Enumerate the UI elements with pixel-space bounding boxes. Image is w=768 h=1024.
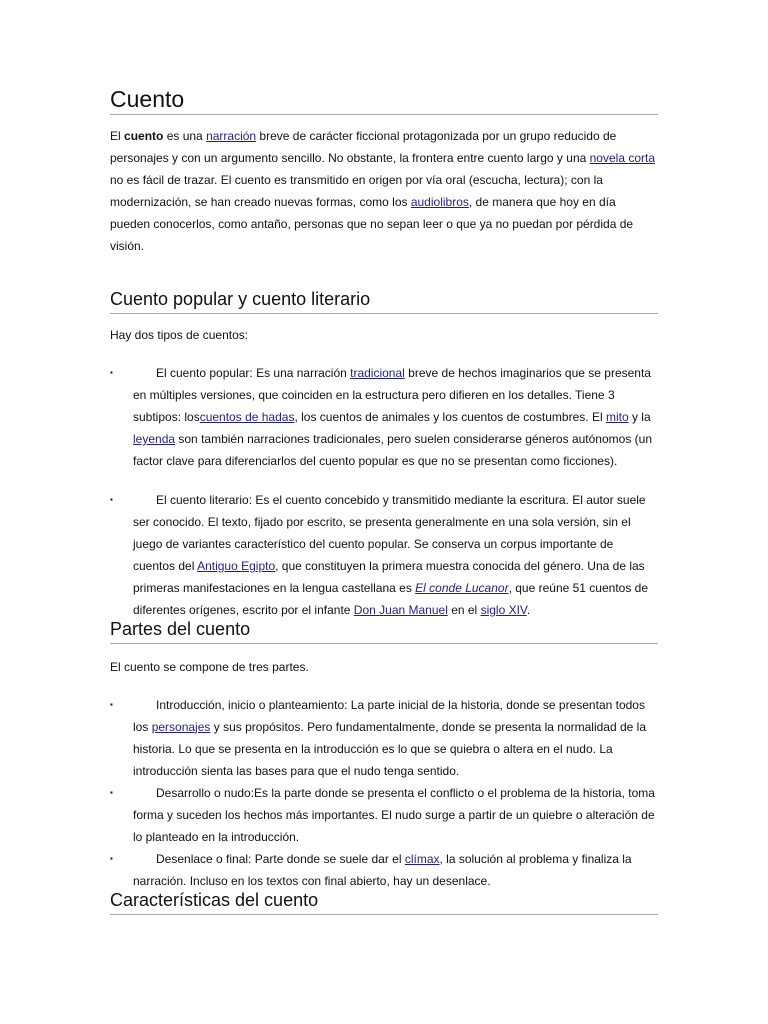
section-heading-popular-literario: Cuento popular y cuento literario bbox=[110, 289, 658, 314]
intro-paragraph bbox=[110, 125, 658, 257]
article-body bbox=[110, 0, 658, 915]
item-text: y la bbox=[628, 410, 651, 425]
intro-text: es una bbox=[163, 129, 207, 144]
list-item bbox=[110, 694, 658, 782]
link-audiolibros[interactable]: audiolibros bbox=[410, 195, 469, 210]
section-lead: Hay dos tipos de cuentos: bbox=[110, 328, 249, 343]
section-heading-partes: Partes del cuento bbox=[110, 619, 658, 644]
link-narracion[interactable]: narración bbox=[206, 129, 257, 144]
tipos-list bbox=[110, 362, 658, 621]
item-text: breve de hechos imaginarios que se presenta en múltiples versiones, que coinciden en la estructura pero difieren en los detalles. Tiene 3 subtipos: los bbox=[133, 366, 651, 425]
item-text: , que constituyen la primera muestra conocida del género. Una de las primeras manifestaciones en la lengua castellana es bbox=[133, 559, 645, 596]
item-text: Introducción, inicio o planteamiento: La parte inicial de la historia, donde se presentan todos los bbox=[133, 697, 645, 734]
item-text: son también narraciones tradicionales, pero suelen considerarse géneros autónomos (un factor clave para diferenciarlos del cuento popular es que no se presentan como ficciones). bbox=[133, 432, 652, 469]
item-text: , que reúne 51 cuentos de diferentes orígenes, escrito por el infante bbox=[133, 581, 649, 618]
section-heading-caracteristicas: Características del cuento bbox=[110, 890, 658, 915]
bullet-icon: ▪ bbox=[110, 787, 113, 797]
partes-list bbox=[110, 694, 658, 892]
item-text: en el bbox=[447, 603, 481, 618]
bullet-icon: ▪ bbox=[110, 699, 113, 709]
intro-text: , de manera que hoy en día pueden conocerlos, como antaño, personas que no sepan leer o que ya no puedan por pérdida de visión. bbox=[110, 195, 634, 254]
link-leyenda[interactable]: leyenda bbox=[133, 432, 176, 447]
item-text: El cuento literario: Es el cuento concebido y transmitido mediante la escritura. El autor suele ser conocido. El texto, fijado por escrito, se presenta generalmente en una sola versión, sin el juego de variantes característico del cuento popular. Se conserva un corpus importante de cuentos del bbox=[133, 493, 646, 574]
intro-text: breve de carácter ficcional protagonizada por un grupo reducido de personajes y con un argumento sencillo. No obstante, la frontera entre cuento largo y una bbox=[110, 129, 617, 166]
link-mito[interactable]: mito bbox=[605, 410, 629, 425]
link-climax[interactable]: clímax bbox=[404, 851, 440, 866]
item-text: Desenlace o final: Parte donde se suele dar el bbox=[156, 851, 405, 866]
item-text: Desarrollo o nudo:Es la parte donde se presenta el conflicto o el problema de la historia, toma forma y suceden los hechos más importantes. El nudo surge a partir de un quiebre o alteración de lo planteado en la introducción. bbox=[133, 785, 655, 844]
intro-bold-term: cuento bbox=[124, 129, 164, 144]
list-item bbox=[110, 782, 658, 848]
bullet-icon: ▪ bbox=[110, 368, 113, 378]
item-text: , los cuentos de animales y los cuentos de costumbres. El bbox=[294, 410, 606, 425]
link-siglo-xiv[interactable]: siglo XIV bbox=[480, 603, 527, 618]
link-personajes[interactable]: personajes bbox=[151, 719, 211, 734]
item-text: , la solución al problema y finaliza la narración. Incluso en los textos con final abierto, hay un desenlace. bbox=[133, 851, 632, 888]
list-item bbox=[110, 848, 658, 892]
link-don-juan-manuel[interactable]: Don Juan Manuel bbox=[353, 603, 448, 618]
item-text: y sus propósitos. Pero fundamentalmente, donde se presenta la normalidad de la historia. Lo que se presenta en la introducción es lo que se quiebra o altera en el nudo. La introducción sienta las bases para que el nudo tenga sentido. bbox=[133, 719, 647, 778]
intro-text: no es fácil de trazar. El cuento es transmitido en origen por vía oral (escucha, lectura); con la modernización, se han creado nuevas formas, como los bbox=[110, 173, 603, 210]
item-text: . bbox=[526, 603, 531, 618]
item-text: El cuento popular: Es una narración bbox=[156, 366, 351, 381]
list-item bbox=[110, 362, 658, 472]
link-antiguo-egipto[interactable]: Antiguo Egipto bbox=[197, 559, 276, 574]
bullet-icon: ▪ bbox=[110, 853, 113, 863]
link-tradicional[interactable]: tradicional bbox=[350, 366, 405, 381]
bullet-icon: ▪ bbox=[110, 495, 113, 505]
list-item bbox=[110, 489, 658, 621]
page-title: Cuento bbox=[110, 86, 658, 115]
intro-text: El bbox=[110, 129, 125, 144]
link-novela-corta[interactable]: novela corta bbox=[589, 151, 655, 166]
link-el-conde-lucanor[interactable]: El conde Lucanor bbox=[415, 581, 509, 596]
link-cuentos-de-hadas[interactable]: cuentos de hadas bbox=[199, 410, 295, 425]
section-lead: El cuento se compone de tres partes. bbox=[110, 659, 309, 674]
